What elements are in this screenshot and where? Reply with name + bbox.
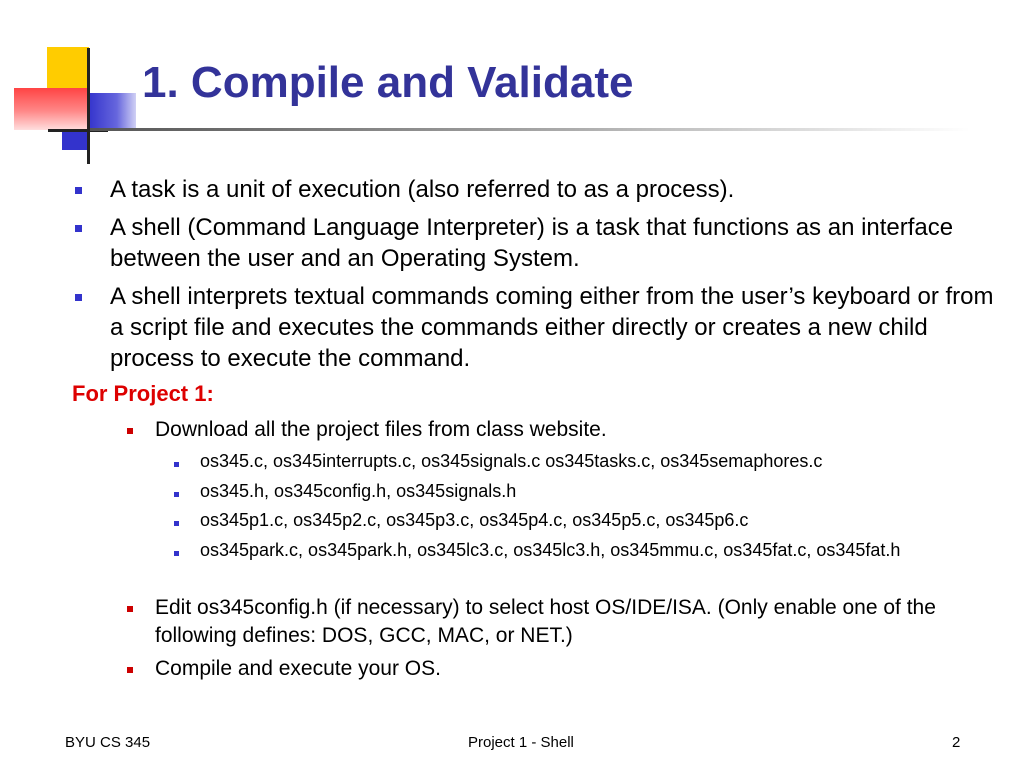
footer-page-number: 2 xyxy=(952,734,961,751)
bullet-square-icon xyxy=(174,551,179,556)
bullet-square-icon xyxy=(174,521,179,526)
project-subheading: For Project 1: xyxy=(72,381,214,406)
file-list-text: os345.c, os345interrupts.c, os345signals.c os345tasks.c, os345semaphores.c xyxy=(200,451,823,471)
slide-title: 1. Compile and Validate xyxy=(142,58,634,107)
bullet-text: A shell (Command Language Interpreter) is a task that functions as an interface between the user and an Operating System. xyxy=(110,214,954,272)
file-list-text: os345.h, os345config.h, os345signals.h xyxy=(200,481,517,501)
bullet-square-icon xyxy=(174,492,179,497)
file-list-text: os345park.c, os345park.h, os345lc3.c, os345lc3.h, os345mmu.c, os345fat.c, os345fat.h xyxy=(200,540,901,560)
bullet-square-icon xyxy=(174,462,179,467)
footer-title: Project 1 - Shell xyxy=(468,734,574,751)
step-text: Edit os345config.h (if necessary) to select host OS/IDE/ISA. (Only enable one of the following defines: DOS, GCC, MAC, or NET.) xyxy=(155,596,936,647)
bullet-square-icon xyxy=(75,294,82,301)
bullet-square-icon xyxy=(75,187,82,194)
bullet-square-icon xyxy=(127,667,133,673)
bullet-square-icon xyxy=(75,225,82,232)
bullet-text: A shell interprets textual commands coming either from the user’s keyboard or from a script file and executes the commands either directly or creates a new child process to execute the command. xyxy=(110,283,994,372)
bullet-square-icon xyxy=(127,606,133,612)
step-text: Compile and execute your OS. xyxy=(155,657,441,680)
file-list-text: os345p1.c, os345p2.c, os345p3.c, os345p4.c, os345p5.c, os345p6.c xyxy=(200,510,749,530)
bullet-text: A task is a unit of execution (also referred to as a process). xyxy=(110,176,735,203)
bullet-square-icon xyxy=(127,428,133,434)
footer-course: BYU CS 345 xyxy=(65,734,151,751)
step-text: Download all the project files from class website. xyxy=(155,418,607,441)
